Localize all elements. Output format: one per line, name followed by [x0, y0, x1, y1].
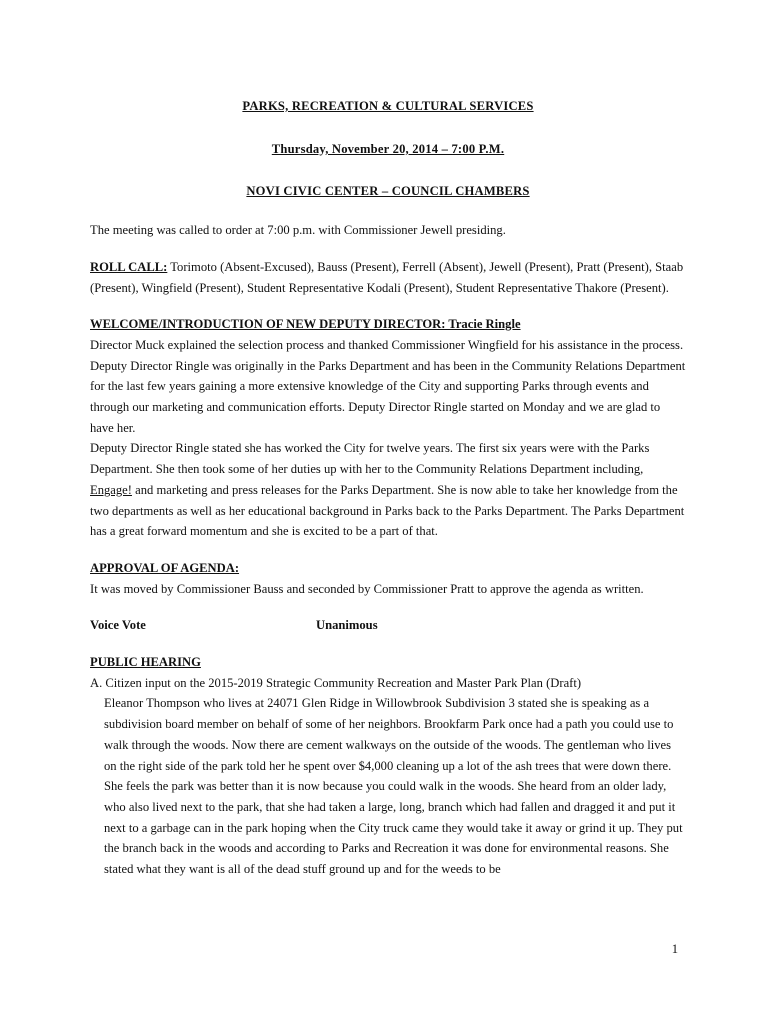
meeting-location: NOVI CIVIC CENTER – COUNCIL CHAMBERS — [246, 184, 530, 199]
welcome-section — [90, 314, 686, 542]
document-title-department: PARKS, RECREATION & CULTURAL SERVICES — [242, 99, 534, 113]
welcome-heading — [90, 314, 686, 335]
roll-call-paragraph — [90, 257, 686, 298]
public-hearing-section — [90, 652, 686, 880]
voice-vote-result: Unanimous — [316, 618, 378, 633]
roll-call-text: Torimoto (Absent-Excused), Bauss (Present), Ferrell (Absent), Jewell (Present), Pratt (Present), Staab (Present), Wingfield (Present), Student Representative Kodali (Present), Student Representative Thakore (Present). — [90, 259, 684, 295]
public-hearing-label: PUBLIC HEARING — [90, 655, 201, 670]
agenda-motion: It was moved by Commissioner Bauss and seconded by Commissioner Pratt to approve the agenda as written. — [90, 581, 644, 596]
agenda-label: APPROVAL OF AGENDA: — [90, 560, 240, 575]
welcome-paragraph-2-end: and marketing and press releases for the Parks Department. She is now able to take her knowledge from the two departments as well as her educational background in Parks back to the Parks Department. The Parks Department has a great forward momentum and she is excited to be a part of that. — [90, 482, 685, 539]
call-to-order-paragraph: The meeting was called to order at 7:00 p.m. with Commissioner Jewell presiding. — [90, 223, 506, 238]
roll-call-label: ROLL CALL: — [90, 259, 168, 274]
welcome-paragraph-1: Director Muck explained the selection process and thanked Commissioner Wingfield for his assistance in the process. Deputy Director Ringle was originally in the Parks Department and has been in the Community Relations Department for the last few years gaining a more extensive knowledge of the City and supporting Parks through events and through our marketing and communication efforts. Deputy Director Ringle started on Monday and we are glad to have her. — [90, 337, 686, 435]
welcome-paragraph-2 — [90, 438, 686, 542]
public-hearing-item-a-title: A. Citizen input on the 2015-2019 Strategic Community Recreation and Master Park Plan (Draft) — [90, 675, 582, 690]
welcome-paragraph-2-start: Deputy Director Ringle stated she has worked the City for twelve years. The first six years were with the Parks Department. She then took some of her duties up with her to the Community Relations Department including, — [90, 441, 650, 477]
agenda-section — [90, 558, 686, 599]
engage-link: Engage! — [90, 482, 132, 497]
welcome-label: WELCOME/INTRODUCTION OF NEW DEPUTY DIRECTOR: Tracie Ringle — [90, 317, 521, 332]
public-hearing-heading — [90, 652, 686, 673]
voice-vote-label: Voice Vote — [90, 618, 146, 633]
document-page — [90, 96, 686, 880]
page-number: 1 — [671, 942, 678, 956]
meeting-date: Thursday, November 20, 2014 – 7:00 P.M. — [271, 141, 505, 156]
public-hearing-item-a-body: Eleanor Thompson who lives at 24071 Glen Ridge in Willowbrook Subdivision 3 stated she is speaking as a subdivision board member on behalf of some of her neighbors. Brookfarm Park once had a path you could use to walk through the woods. Now there are cement walkways on the outside of the woods. The gentleman who lives on the right side of the park told her he spent over $4,000 cleaning up a lot of the ash trees that were down there. She feels the park was better than it is now because you could walk in the woods. She heard from an older lady, who also lived next to the park, that she had taken a large, long, branch which had fallen and dragged it and put it next to a garbage can in the park hoping when the City truck came they would take it away or grind it up. They put the branch back in the woods and according to Parks and Recreation it was done for environmental reasons. She stated what they want is all of the dead stuff ground up and for the weeds to be — [104, 696, 683, 877]
agenda-heading — [90, 558, 686, 579]
voice-vote-row — [90, 615, 686, 636]
